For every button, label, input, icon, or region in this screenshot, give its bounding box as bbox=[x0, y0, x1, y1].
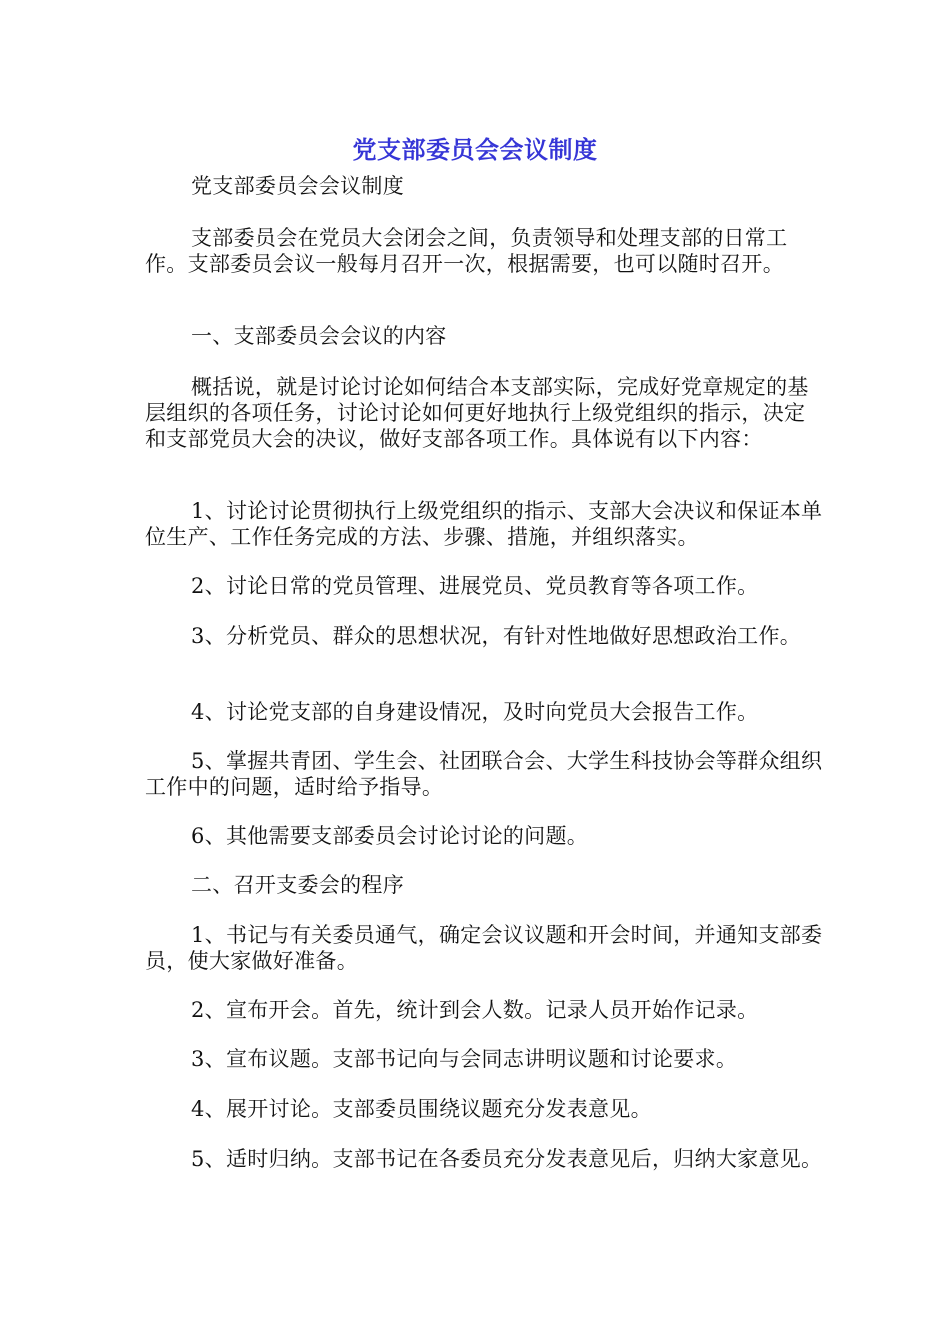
list-item: 2、讨论日常的党员管理、进展党员、党员教育等各项工作。 bbox=[191, 574, 759, 598]
list-item: 1、讨论讨论贯彻执行上级党组织的指示、支部大会决议和保证本单位生产、工作任务完成的方法、步骤、措施，并组织落实。 bbox=[145, 499, 823, 549]
section-heading-1: 一、支部委员会会议的内容 bbox=[191, 324, 447, 348]
list-item: 6、其他需要支部委员会讨论讨论的问题。 bbox=[191, 824, 589, 848]
list-item: 5、掌握共青团、学生会、社团联合会、大学生科技协会等群众组织工作中的问题，适时给予指导。 bbox=[145, 749, 823, 799]
list-item: 1、书记与有关委员通气，确定会议议题和开会时间，并通知支部委员，使大家做好准备。 bbox=[145, 923, 823, 973]
list-item: 5、适时归纳。支部书记在各委员充分发表意见后，归纳大家意见。 bbox=[191, 1147, 823, 1171]
list-item: 4、展开讨论。支部委员围绕议题充分发表意见。 bbox=[191, 1097, 652, 1121]
document-title: 党支部委员会会议制度 bbox=[352, 136, 598, 164]
section-1-summary: 概括说，就是讨论讨论如何结合本支部实际，完成好党章规定的基层组织的各项任务，讨论讨论如何更好地执行上级党组织的指示，决定和支部党员大会的决议，做好支部各项工作。具体说有以下内容： bbox=[145, 375, 809, 451]
list-item: 3、宣布议题。支部书记向与会同志讲明议题和讨论要求。 bbox=[191, 1047, 738, 1071]
subtitle-paragraph: 党支部委员会会议制度 bbox=[191, 174, 404, 198]
list-item: 2、宣布开会。首先，统计到会人数。记录人员开始作记录。 bbox=[191, 998, 759, 1022]
section-heading-2: 二、召开支委会的程序 bbox=[191, 873, 404, 897]
list-item: 3、分析党员、群众的思想状况，有针对性地做好思想政治工作。 bbox=[191, 624, 802, 648]
intro-paragraph: 支部委员会在党员大会闭会之间，负责领导和处理支部的日常工作。支部委员会议一般每月召开一次，根据需要，也可以随时召开。 bbox=[145, 226, 788, 276]
list-item: 4、讨论党支部的自身建设情况，及时向党员大会报告工作。 bbox=[191, 700, 759, 724]
